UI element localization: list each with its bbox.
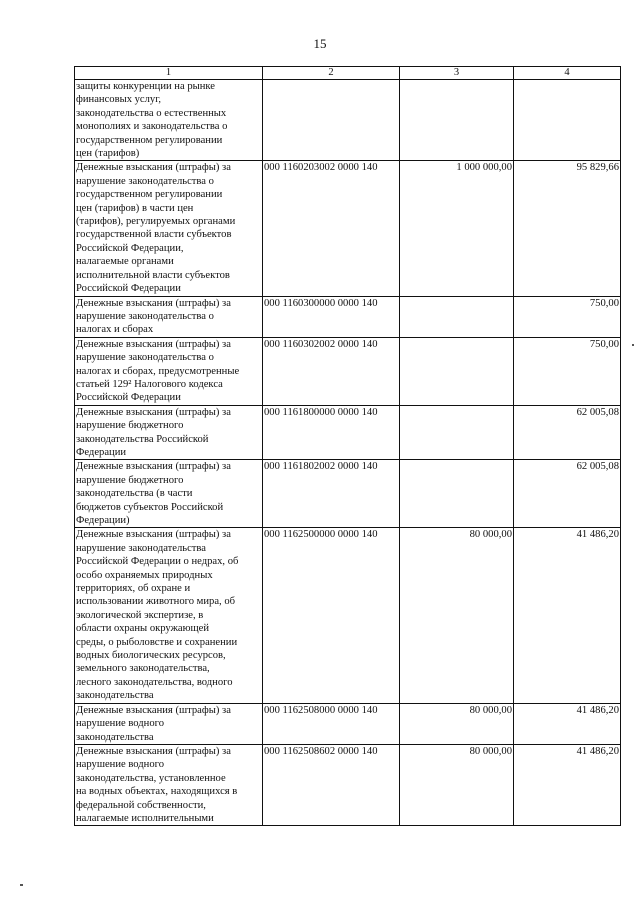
- row-name-cell: защиты конкуренции на рынке финансовых услуг, законодательства о естественных монополиях и законодательства о государственном регулировании цен (тарифов): [75, 80, 263, 161]
- column-header-3: 3: [400, 67, 514, 80]
- table-row: [75, 80, 621, 161]
- row-name-cell: Денежные взыскания (штрафы) за нарушение законодательства о налогах и сборах, предусмотренные статьей 129² Налогового кодекса Российской Федерации: [75, 337, 263, 405]
- row-name-cell: Денежные взыскания (штрафы) за нарушение водного законодательства, установленное на водных объектах, находящихся в федеральной собственности, налагаемые исполнительными: [75, 744, 263, 825]
- row-col3-cell: [400, 405, 514, 460]
- column-header-1: 1: [75, 67, 263, 80]
- table-row: [75, 337, 621, 405]
- table-row: [75, 161, 621, 296]
- row-code-cell: 000 1162508602 0000 140: [263, 744, 400, 825]
- column-header-4: 4: [514, 67, 621, 80]
- row-col3-cell: [400, 296, 514, 337]
- row-code-cell: 000 1160300000 0000 140: [263, 296, 400, 337]
- row-col3-cell: [400, 460, 514, 528]
- table-row: [75, 460, 621, 528]
- table-row: [75, 703, 621, 744]
- row-col4-cell: 62 005,08: [514, 460, 621, 528]
- column-header-2: 2: [263, 67, 400, 80]
- row-code-cell: 000 1161802002 0000 140: [263, 460, 400, 528]
- row-col4-cell: 41 486,20: [514, 744, 621, 825]
- row-code-cell: 000 1162508000 0000 140: [263, 703, 400, 744]
- page-number: 15: [313, 36, 327, 51]
- row-name-cell: Денежные взыскания (штрафы) за нарушение законодательства Российской Федерации о недрах, об особо охраняемых природных территориях, об охране и использовании животного мира, об экологической экспертизе, в области охраны окружающей среды, о рыболовстве и сохранении водных биологических ресурсов, земельного законодательства, лесного законодательства, водного законодательства: [75, 528, 263, 703]
- row-col3-cell: 80 000,00: [400, 528, 514, 703]
- row-col4-cell: 41 486,20: [514, 703, 621, 744]
- table-row: [75, 744, 621, 825]
- row-code-cell: 000 1160302002 0000 140: [263, 337, 400, 405]
- row-name-cell: Денежные взыскания (штрафы) за нарушение законодательства о налогах и сборах: [75, 296, 263, 337]
- row-code-cell: 000 1162500000 0000 140: [263, 528, 400, 703]
- scan-speck: [632, 344, 634, 346]
- row-code-cell: 000 1160203002 0000 140: [263, 161, 400, 296]
- row-name-cell: Денежные взыскания (штрафы) за нарушение бюджетного законодательства Российской Федерации: [75, 405, 263, 460]
- row-col3-cell: 80 000,00: [400, 744, 514, 825]
- row-name-cell: Денежные взыскания (штрафы) за нарушение водного законодательства: [75, 703, 263, 744]
- row-name-cell: Денежные взыскания (штрафы) за нарушение бюджетного законодательства (в части бюджетов субъектов Российской Федерации): [75, 460, 263, 528]
- row-col3-cell: 1 000 000,00: [400, 161, 514, 296]
- row-code-cell: [263, 80, 400, 161]
- row-col3-cell: 80 000,00: [400, 703, 514, 744]
- row-col4-cell: 750,00: [514, 296, 621, 337]
- table-row: [75, 528, 621, 703]
- table-row: [75, 296, 621, 337]
- scan-speck: [20, 884, 23, 886]
- table-header-row: [75, 67, 621, 80]
- row-col3-cell: [400, 80, 514, 161]
- row-col4-cell: 95 829,66: [514, 161, 621, 296]
- row-col4-cell: 41 486,20: [514, 528, 621, 703]
- row-name-cell: Денежные взыскания (штрафы) за нарушение законодательства о государственном регулировании цен (тарифов) в части цен (тарифов), регулируемых органами государственной власти субъектов Российской Федерации, налагаемые органами исполнительной власти субъектов Российской Федерации: [75, 161, 263, 296]
- row-col4-cell: 750,00: [514, 337, 621, 405]
- row-col4-cell: 62 005,08: [514, 405, 621, 460]
- budget-table: [74, 66, 621, 826]
- row-code-cell: 000 1161800000 0000 140: [263, 405, 400, 460]
- table-row: [75, 405, 621, 460]
- row-col4-cell: [514, 80, 621, 161]
- row-col3-cell: [400, 337, 514, 405]
